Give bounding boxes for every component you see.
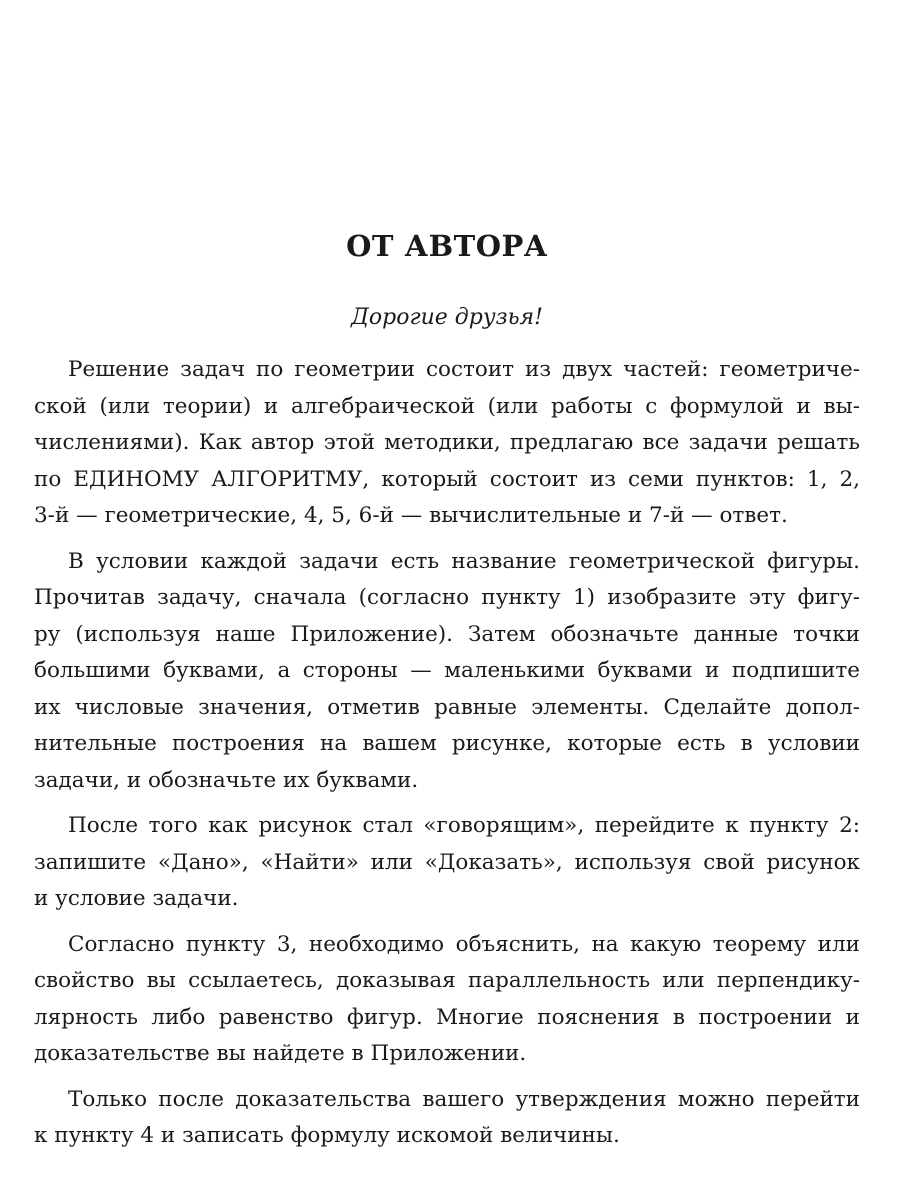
text-line: Только после доказательства вашего утверждения можно перейти	[68, 1086, 860, 1112]
page-title: ОТ АВТОРА	[346, 229, 548, 263]
text-line: запишите «Дано», «Найти» или «Доказать», используя свой рисунок	[34, 849, 860, 875]
paragraph	[34, 1082, 860, 1155]
text-line: В условии каждой задачи есть название геометрической фигуры.	[68, 548, 860, 574]
body-text	[34, 352, 860, 1164]
paragraph	[34, 927, 860, 1073]
text-line: Решение задач по геометрии состоит из двух частей: геометриче-	[68, 357, 860, 382]
text-line: свойство вы ссылаетесь, доказывая параллельность или перпендику-	[34, 968, 860, 993]
text-line: задачи, и обозначьте их буквами.	[34, 767, 419, 793]
text-line: Согласно пункту 3, необходимо объяснить, на какую теорему или	[68, 931, 860, 957]
text-line: ру (используя наше Приложение). Затем обозначьте данные точки	[34, 621, 860, 647]
paragraph	[34, 352, 860, 535]
text-line: Прочитав задачу, сначала (согласно пункту 1) изобразите эту фигу-	[34, 585, 860, 610]
text-line: После того как рисунок стал «говорящим», перейдите к пункту 2:	[68, 813, 860, 838]
text-line: и условие задачи.	[34, 886, 239, 911]
text-line: к пункту 4 и записать формулу искомой величины.	[34, 1123, 620, 1148]
text-line: 3-й — геометрические, 4, 5, 6-й — вычислительные и 7-й — ответ.	[34, 503, 788, 528]
text-line: их числовые значения, отметив равные элементы. Сделайте допол-	[34, 694, 860, 720]
text-line: по ЕДИНОМУ АЛГОРИТМУ, который состоит из семи пунктов: 1, 2,	[34, 466, 860, 492]
greeting: Дорогие друзья!	[351, 305, 543, 330]
text-line: доказательстве вы найдете в Приложении.	[34, 1041, 527, 1066]
text-line: нительные построения на вашем рисунке, которые есть в условии	[34, 731, 860, 756]
text-line: ской (или теории) и алгебраической (или работы с формулой и вы-	[34, 393, 860, 419]
text-line: числениями). Как автор этой методики, предлагаю все задачи решать	[34, 430, 860, 455]
text-line: лярность либо равенство фигур. Многие пояснения в построении и	[34, 1004, 860, 1030]
paragraph	[34, 544, 860, 800]
text-line: большими буквами, а стороны — маленькими буквами и подпишите	[34, 658, 860, 683]
paragraph	[34, 808, 860, 918]
